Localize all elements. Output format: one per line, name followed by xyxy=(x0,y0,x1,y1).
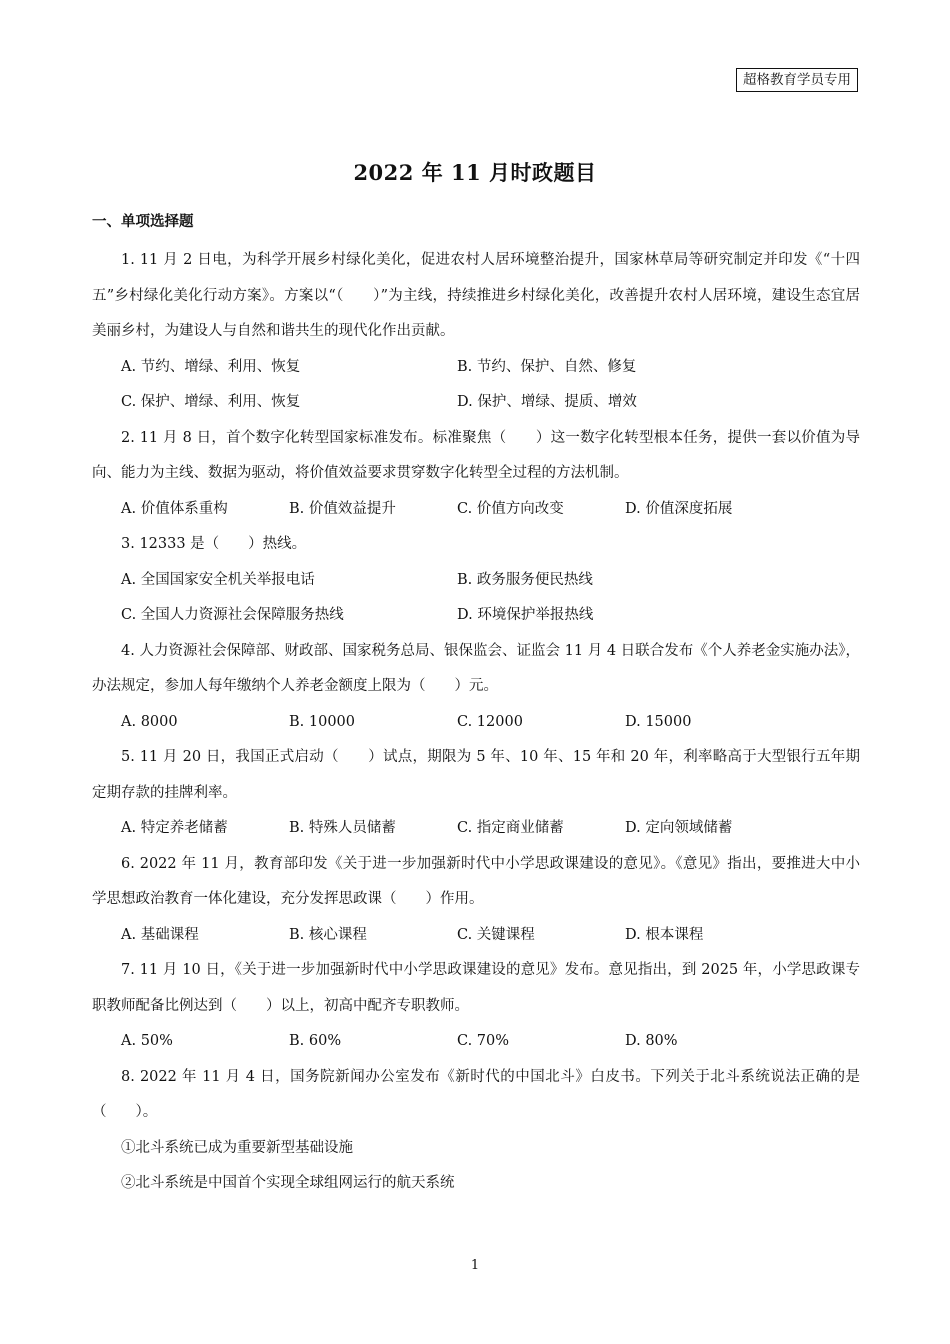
option-d: D. 80% xyxy=(625,1033,678,1049)
option-b: B. 10000 xyxy=(289,713,356,730)
page-title: 2022 年 11 月时政题目 xyxy=(353,160,597,185)
question-5: 5. 11 月 20 日，我国正式启动（ ）试点，期限为 5 年、10 年、15 年和 20 年，利率略高于大型银行五年期定期存款的挂牌利率。 xyxy=(92,749,860,801)
statement-1: ①北斗系统已成为重要新型基础设施 xyxy=(121,1139,353,1156)
option-a: A. 基础课程 xyxy=(121,926,199,943)
question-7-options xyxy=(92,1024,860,1060)
option-c: C. 指定商业储蓄 xyxy=(457,820,564,836)
option-c: C. 关键课程 xyxy=(457,926,535,943)
question-1-options-2 xyxy=(92,385,860,421)
option-d: D. 定向领域储蓄 xyxy=(625,820,733,836)
question-6: 6. 2022 年 11 月，教育部印发《关于进一步加强新时代中小学思政课建设的意见》。《意见》指出，要推进大中小学思想政治教育一体化建设，充分发挥思政课（ ）作用。 xyxy=(92,855,860,907)
option-b: B. 60% xyxy=(289,1033,342,1049)
option-a: A. 节约、增绿、利用、恢复 xyxy=(121,358,301,375)
option-c: C. 12000 xyxy=(457,713,523,730)
page-number: 1 xyxy=(470,1258,480,1273)
question-3-options-2 xyxy=(92,598,860,634)
option-c: C. 70% xyxy=(457,1033,510,1049)
option-b: B. 特殊人员储蓄 xyxy=(289,820,396,836)
option-b: B. 节约、保护、自然、修复 xyxy=(457,358,637,375)
section-title: 一、单项选择题 xyxy=(92,213,194,230)
question-6-options xyxy=(92,918,860,954)
option-a: A. 全国国家安全机关举报电话 xyxy=(121,571,315,588)
option-d: D. 环境保护举报热线 xyxy=(457,607,594,623)
question-2-options xyxy=(92,492,860,528)
option-a: A. 8000 xyxy=(121,713,178,730)
question-4: 4. 人力资源社会保障部、财政部、国家税务总局、银保监会、证监会 11 月 4 日联合发布《个人养老金实施办法》，办法规定，参加人每年缴纳个人养老金额度上限为（ ）元。 xyxy=(92,642,860,694)
content-body xyxy=(92,210,860,1202)
option-c: C. 保护、增绿、利用、恢复 xyxy=(121,394,301,410)
question-3-options xyxy=(92,563,860,599)
option-c: C. 价值方向改变 xyxy=(457,500,564,517)
option-a: A. 特定养老储蓄 xyxy=(121,820,228,836)
option-d: D. 根本课程 xyxy=(625,926,704,943)
question-7: 7. 11 月 10 日，《关于进一步加强新时代中小学思政课建设的意见》发布。意见指出，到 2025 年，小学思政课专职教师配备比例达到（ ）以上，初高中配齐专职教师。 xyxy=(92,962,860,1014)
option-a: A. 价值体系重构 xyxy=(121,500,228,517)
option-b: B. 核心课程 xyxy=(289,926,367,943)
option-c: C. 全国人力资源社会保障服务热线 xyxy=(121,607,344,623)
option-d: D. 15000 xyxy=(625,713,692,730)
statement-2: ②北斗系统是中国首个实现全球组网运行的航天系统 xyxy=(121,1175,455,1191)
option-b: B. 政务服务便民热线 xyxy=(457,571,593,588)
question-5-options xyxy=(92,811,860,847)
header-stamp: 超格教育学员专用 xyxy=(736,68,858,92)
question-3: 3. 12333 是（ ）热线。 xyxy=(121,536,307,552)
question-2: 2. 11 月 8 日，首个数字化转型国家标准发布。标准聚焦（ ）这一数字化转型根本任务，提供一套以价值为导向、能力为主线、数据为驱动，将价值效益要求贯穿数字化转型全过程的方法机制。 xyxy=(92,429,860,481)
option-b: B. 价值效益提升 xyxy=(289,500,396,517)
option-d: D. 保护、增绿、提质、增效 xyxy=(457,394,637,410)
question-4-options xyxy=(92,705,860,741)
question-8: 8. 2022 年 11 月 4 日，国务院新闻办公室发布《新时代的中国北斗》白皮书。下列关于北斗系统说法正确的是（ ）。 xyxy=(92,1068,860,1120)
question-1-options xyxy=(92,350,860,386)
question-1: 1. 11 月 2 日电，为科学开展乡村绿化美化，促进农村人居环境整治提升，国家林草局等研究制定并印发《“十四五”乡村绿化美化行动方案》。方案以“（ ）”为主线，持续推进乡村绿化美化，改善提升农村人居环境，建设生态宜居美丽乡村，为建设人与自然和谐共生的现代化作出贡献。 xyxy=(92,252,860,339)
option-a: A. 50% xyxy=(121,1033,173,1049)
option-d: D. 价值深度拓展 xyxy=(625,500,733,517)
